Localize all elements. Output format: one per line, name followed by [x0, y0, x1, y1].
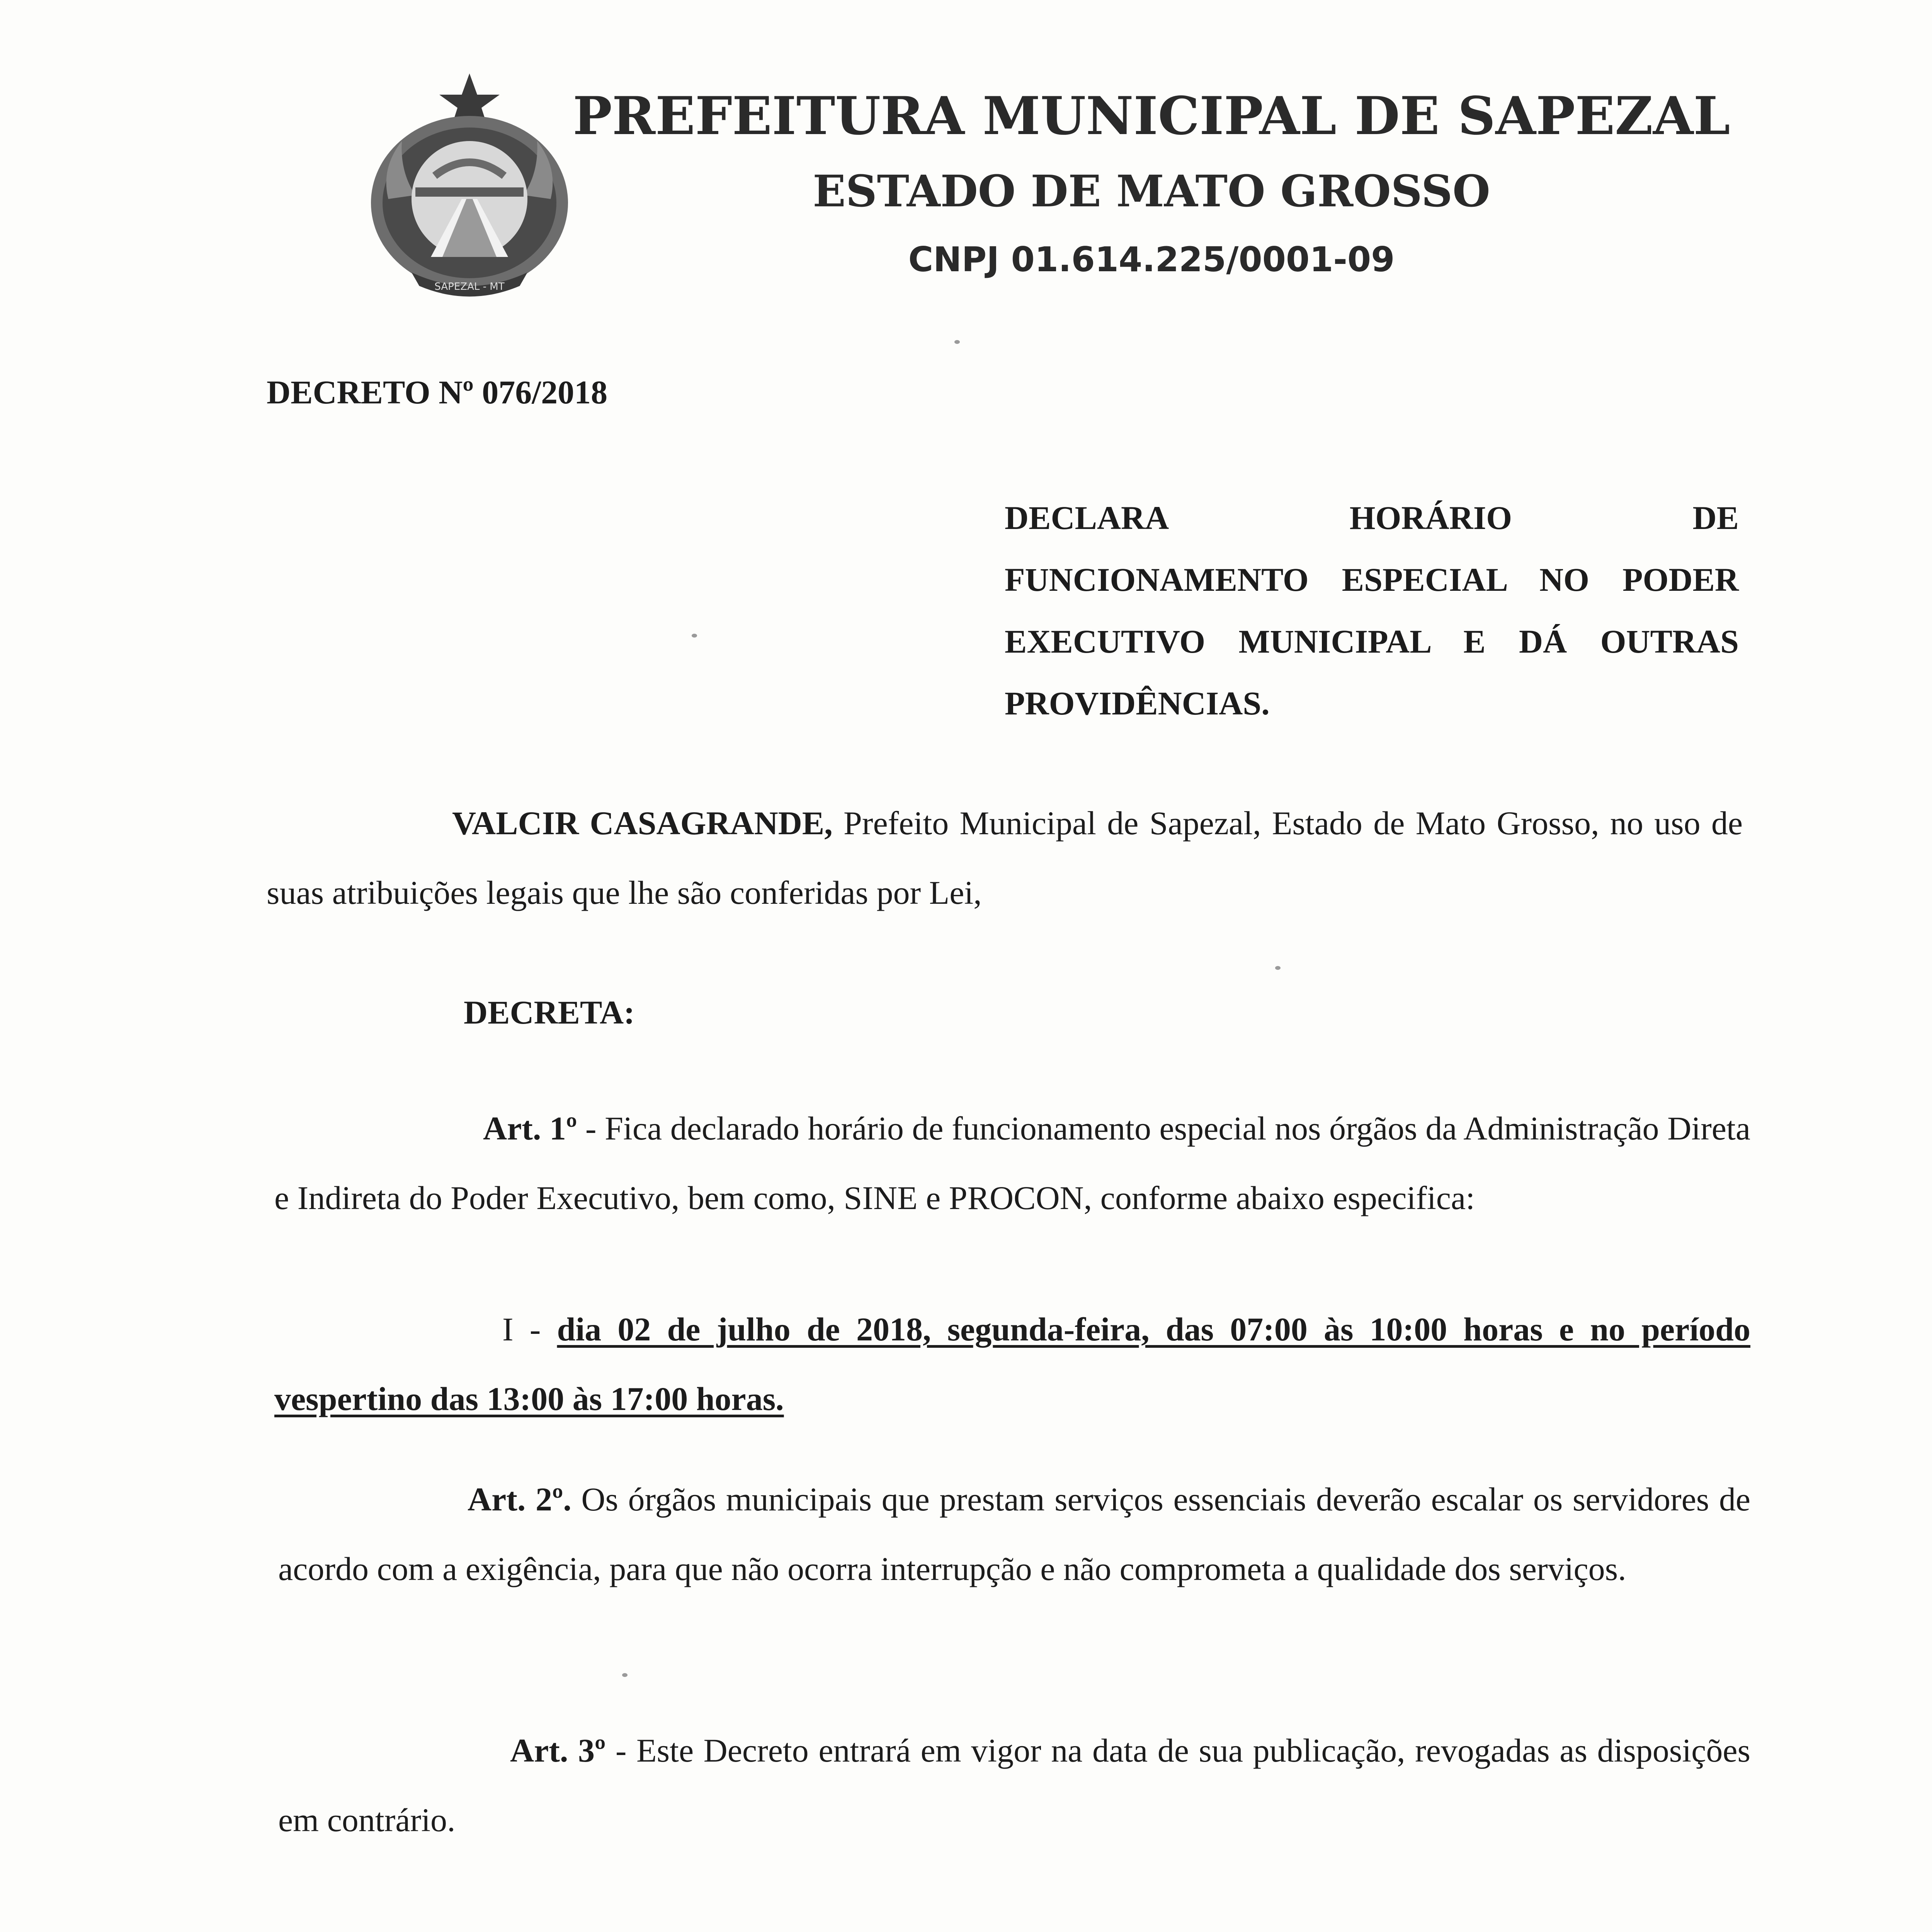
article-2-label: Art. 2º.	[468, 1481, 571, 1518]
article-2	[278, 1464, 1750, 1604]
preamble-paragraph	[267, 788, 1743, 927]
institution-title: PREFEITURA MUNICIPAL DE SAPEZAL	[573, 85, 1730, 146]
summary-word: DE	[1692, 499, 1739, 536]
summary-word: HORÁRIO	[1349, 499, 1512, 536]
decree-summary	[1005, 487, 1739, 734]
article-1	[274, 1094, 1750, 1233]
article-1-text: - Fica declarado horário de funcionamento especial nos órgãos da Administração Direta e Indireta do Poder Executivo, bem como, SINE e PROCON, conforme abaixo especifica:	[274, 1110, 1750, 1216]
article-2-text: Os órgãos municipais que prestam serviços essenciais deverão escalar os servidores de acordo com a exigência, para que não ocorra interrupção e não comprometa a qualidade dos serviços.	[278, 1481, 1750, 1587]
decree-number: DECRETO Nº 076/2018	[267, 374, 608, 411]
article-3	[278, 1716, 1750, 1855]
preamble-text: Prefeito Municipal de Sapezal, Estado de Mato Grosso, no uso de suas atribuições legais que lhe são conferidas por Lei,	[267, 804, 1743, 911]
mayor-name: VALCIR CASAGRANDE,	[452, 804, 833, 842]
article-3-text: - Este Decreto entrará em vigor na data de sua publicação, revogadas as disposições em contrário.	[278, 1732, 1750, 1838]
svg-text:SAPEZAL - MT: SAPEZAL - MT	[434, 281, 505, 293]
article-3-label: Art. 3º	[510, 1732, 606, 1769]
decreta-heading: DECRETA:	[464, 994, 635, 1031]
cnpj-line: CNPJ 01.614.225/0001-09	[908, 240, 1395, 279]
summary-text: FUNCIONAMENTO ESPECIAL NO PODER EXECUTIVO MUNICIPAL E DÁ OUTRAS PROVIDÊNCIAS.	[1005, 561, 1739, 722]
item-prefix: I -	[502, 1311, 557, 1348]
summary-word: DECLARA	[1005, 499, 1169, 536]
article-1-label: Art. 1º	[483, 1110, 577, 1147]
state-subtitle: ESTADO DE MATO GROSSO	[813, 166, 1490, 217]
item-schedule: dia 02 de julho de 2018, segunda-feira, das 07:00 às 10:00 horas e no período vespertino das 13:00 às 17:00 horas.	[274, 1311, 1750, 1417]
article-1-item	[274, 1294, 1750, 1434]
